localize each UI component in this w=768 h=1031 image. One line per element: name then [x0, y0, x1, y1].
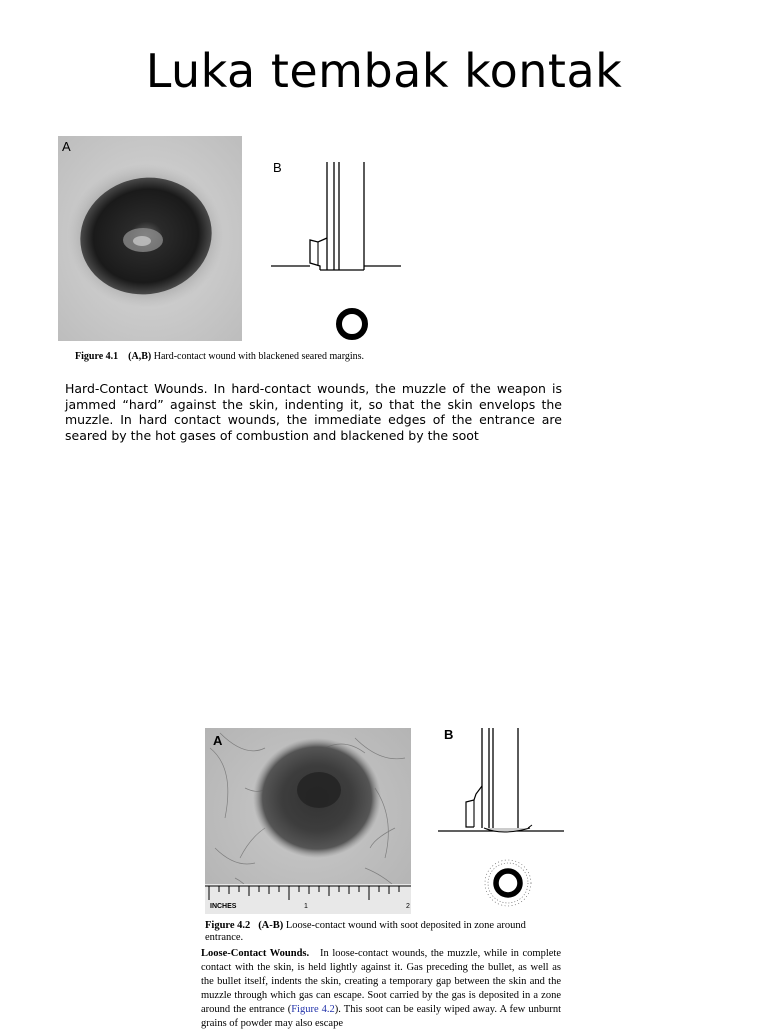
figure1-caption	[75, 351, 415, 363]
loose-contact-text-2: ). This soot can be easily wiped away. A few unburnt grains of powder may also escape	[201, 1004, 561, 1029]
figure1-caption-tag: (A,B)	[128, 351, 152, 362]
slide-title: Luka tembak kontak	[145, 44, 623, 98]
figure1-label-b: B	[273, 160, 282, 175]
figure2-caption	[205, 920, 565, 944]
figure2-caption-text: Loose-contact wound with soot deposited in zone around entrance.	[205, 920, 526, 943]
figure1-label-a: A	[62, 139, 71, 154]
hard-contact-wound-photo	[58, 136, 242, 341]
figure2-label-b: B	[444, 727, 454, 742]
hard-contact-description: Hard-Contact Wounds. In hard-contact wounds, the muzzle of the weapon is jammed “hard” against the skin, indenting it, so that the skin envelops the muzzle. In hard contact wounds, the immediate edges of the entrance are seared by the hot gases of combustion and blackened by the soot	[65, 381, 562, 443]
ruler-mark-1: 1	[304, 903, 308, 910]
loose-contact-excerpt	[201, 947, 561, 1031]
figure-4-2-link[interactable]: Figure 4.2	[291, 1004, 335, 1015]
hard-contact-muzzle-diagram	[268, 160, 408, 345]
ruler-mark-2: 2	[406, 903, 410, 910]
loose-contact-heading: Loose-Contact Wounds.	[201, 948, 310, 959]
figure1-caption-text: Hard-contact wound with blackened seared margins.	[153, 351, 365, 362]
figure2-caption-tag: (A-B)	[258, 920, 284, 931]
figure2-caption-number: Figure 4.2	[205, 920, 251, 931]
figure2-label-a: A	[213, 733, 223, 748]
loose-contact-muzzle-diagram	[436, 728, 568, 913]
ruler-unit-label: INCHES	[210, 903, 237, 910]
loose-contact-wound-photo	[205, 728, 411, 914]
figure1-caption-number: Figure 4.1	[75, 351, 119, 362]
loose-contact-text-1: In loose-contact wounds, the muzzle, while in complete contact with the skin, is held lightly against it. Gas preceding the bullet, as well as the bullet itself, indents the skin, creating a temporary gap between the skin and the muzzle through which gas can escape. Soot carried by the gas is deposited in a zone around the entrance (	[201, 948, 562, 1015]
